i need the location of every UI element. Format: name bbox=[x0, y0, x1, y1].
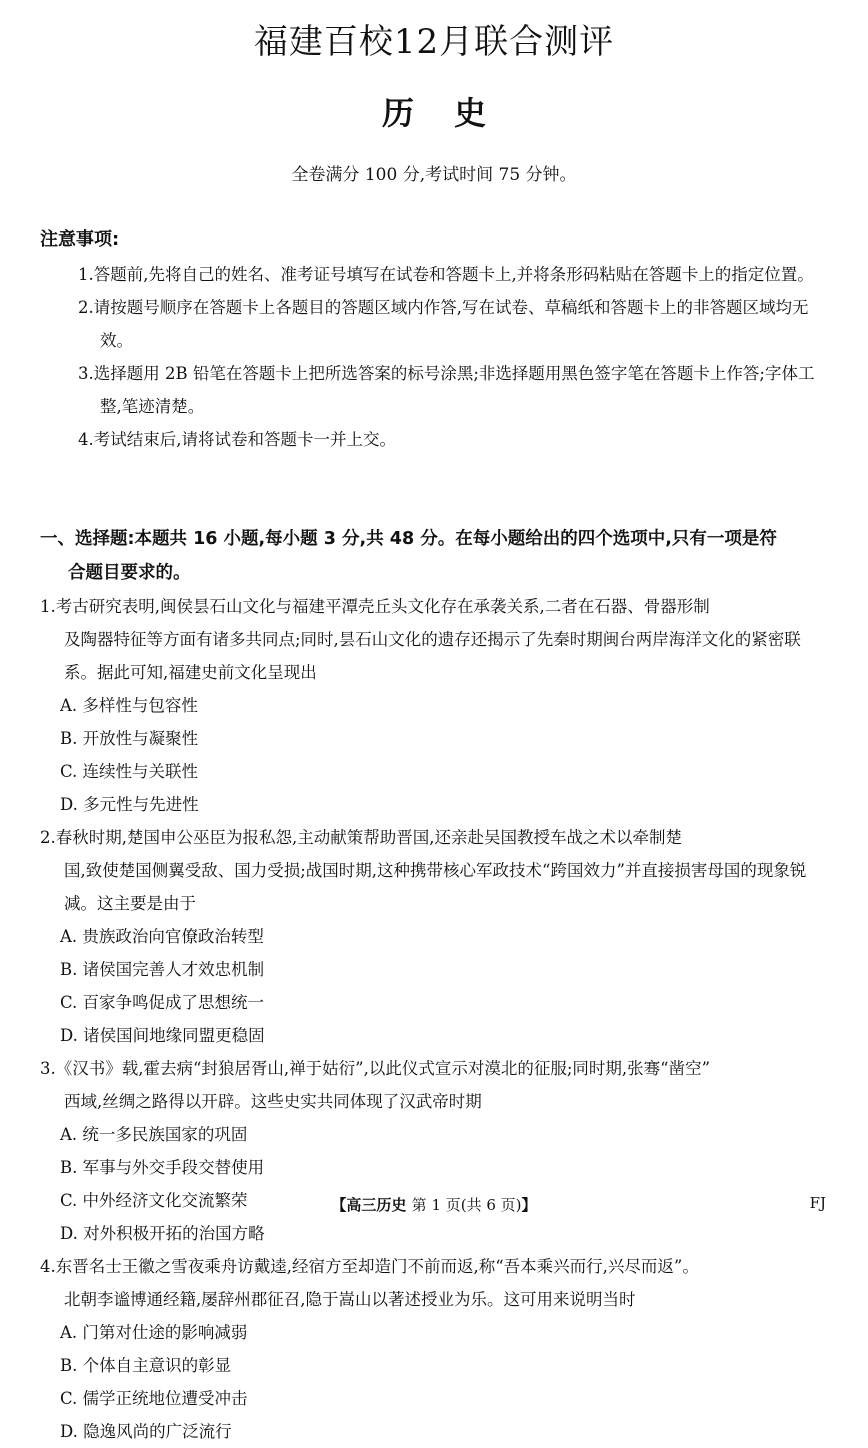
exam-title: 福建百校12月联合测评 bbox=[253, 22, 615, 62]
option-a: A. 门第对仕途的影响减弱 bbox=[60, 1323, 248, 1342]
question-3 bbox=[40, 1052, 832, 1250]
question-2 bbox=[40, 821, 832, 1052]
question-stem bbox=[40, 821, 832, 920]
option-c: C. 连续性与关联性 bbox=[60, 762, 199, 781]
question-stem-rest: 西域,丝绸之路得以开辟。这些史实共同体现了汉武帝时期 bbox=[64, 1092, 482, 1111]
region-code: FJ bbox=[809, 1194, 826, 1212]
question-4 bbox=[40, 1250, 832, 1448]
option-group bbox=[40, 1118, 832, 1250]
question-stem bbox=[40, 1052, 832, 1118]
option-group bbox=[40, 920, 832, 1052]
question-stem-first-line: 4.东晋名士王徽之雪夜乘舟访戴逵,经宿方至却造门不前而返,称“吾本乘兴而行,兴尽而返”。 bbox=[40, 1257, 699, 1276]
option-d: D. 多元性与先进性 bbox=[60, 795, 199, 814]
option-b: B. 诸侯国完善人才效忠机制 bbox=[60, 960, 265, 979]
notice-item: 4.考试结束后,请将试卷和答题卡一并上交。 bbox=[78, 430, 396, 449]
option-c: C. 百家争鸣促成了思想统一 bbox=[60, 993, 265, 1012]
page-footer bbox=[0, 1194, 868, 1215]
notice-item: 3.选择题用 2B 铅笔在答题卡上把所选答案的标号涂黑;非选择题用黑色签字笔在答题卡上作答;字体工整,笔迹清楚。 bbox=[78, 364, 815, 416]
option-b: B. 军事与外交手段交替使用 bbox=[60, 1158, 265, 1177]
option-d: D. 隐逸风尚的广泛流行 bbox=[60, 1422, 232, 1441]
question-stem-first-line: 3.《汉书》载,霍去病“封狼居胥山,禅于姑衍”,以此仪式宣示对漠北的征服;同时期,张骞“凿空” bbox=[40, 1059, 711, 1078]
question-list bbox=[40, 590, 832, 1448]
question-stem-first-line: 1.考古研究表明,闽侯昙石山文化与福建平潭壳丘头文化存在承袭关系,二者在石器、骨器形制 bbox=[40, 597, 710, 616]
footer-page-info: 第 1 页(共 6 页) bbox=[411, 1196, 522, 1214]
notice-title: 注意事项: bbox=[40, 229, 120, 250]
footer-close-bracket: 】 bbox=[521, 1196, 537, 1214]
notice-item: 2.请按题号顺序在答题卡上各题目的答题区域内作答,写在试卷、草稿纸和答题卡上的非答题区域均无效。 bbox=[78, 298, 809, 350]
option-d: D. 对外积极开拓的治国方略 bbox=[60, 1224, 265, 1243]
option-a: A. 贵族政治向官僚政治转型 bbox=[60, 927, 264, 946]
question-stem-rest: 及陶器特征等方面有诸多共同点;同时,昙石山文化的遗存还揭示了先秦时期闽台两岸海洋文化的紧密联系。据此可知,福建史前文化呈现出 bbox=[64, 630, 801, 682]
option-group bbox=[40, 1316, 832, 1448]
option-a: A. 统一多民族国家的巩固 bbox=[60, 1125, 248, 1144]
section-heading bbox=[40, 522, 832, 590]
option-c: C. 中外经济文化交流繁荣 bbox=[60, 1191, 248, 1210]
question-stem-rest: 国,致使楚国侧翼受敌、国力受损;战国时期,这种携带核心军政技术“跨国效力”并直接损害母国的现象锐减。这主要是由于 bbox=[64, 861, 807, 913]
question-stem bbox=[40, 1250, 832, 1316]
section-heading-line2: 合题目要求的。 bbox=[68, 563, 191, 583]
footer-subject-tag: 【高三历史 bbox=[331, 1196, 407, 1214]
question-stem bbox=[40, 590, 832, 689]
question-stem-first-line: 2.春秋时期,楚国申公巫臣为报私怨,主动献策帮助晋国,还亲赴吴国教授车战之术以牵制楚 bbox=[40, 828, 682, 847]
question-stem-rest: 北朝李谧博通经籍,屡辞州郡征召,隐于嵩山以著述授业为乐。这可用来说明当时 bbox=[64, 1290, 636, 1309]
option-b: B. 开放性与凝聚性 bbox=[60, 729, 199, 748]
option-group bbox=[40, 689, 832, 821]
section-heading-line1: 一、选择题:本题共 16 小题,每小题 3 分,共 48 分。在每小题给出的四个选项中,只有一项是符 bbox=[40, 529, 777, 549]
notice-list bbox=[40, 258, 830, 456]
question-1 bbox=[40, 590, 832, 821]
option-a: A. 多样性与包容性 bbox=[60, 696, 198, 715]
notice-item: 1.答题前,先将自己的姓名、准考证号填写在试卷和答题卡上,并将条形码粘贴在答题卡上的指定位置。 bbox=[78, 265, 814, 284]
option-c: C. 儒学正统地位遭受冲击 bbox=[60, 1389, 248, 1408]
score-time-note: 全卷满分 100 分,考试时间 75 分钟。 bbox=[291, 165, 577, 185]
option-d: D. 诸侯国间地缘同盟更稳固 bbox=[60, 1026, 265, 1045]
option-b: B. 个体自主意识的彰显 bbox=[60, 1356, 232, 1375]
subject-title: 历史 bbox=[381, 94, 526, 132]
